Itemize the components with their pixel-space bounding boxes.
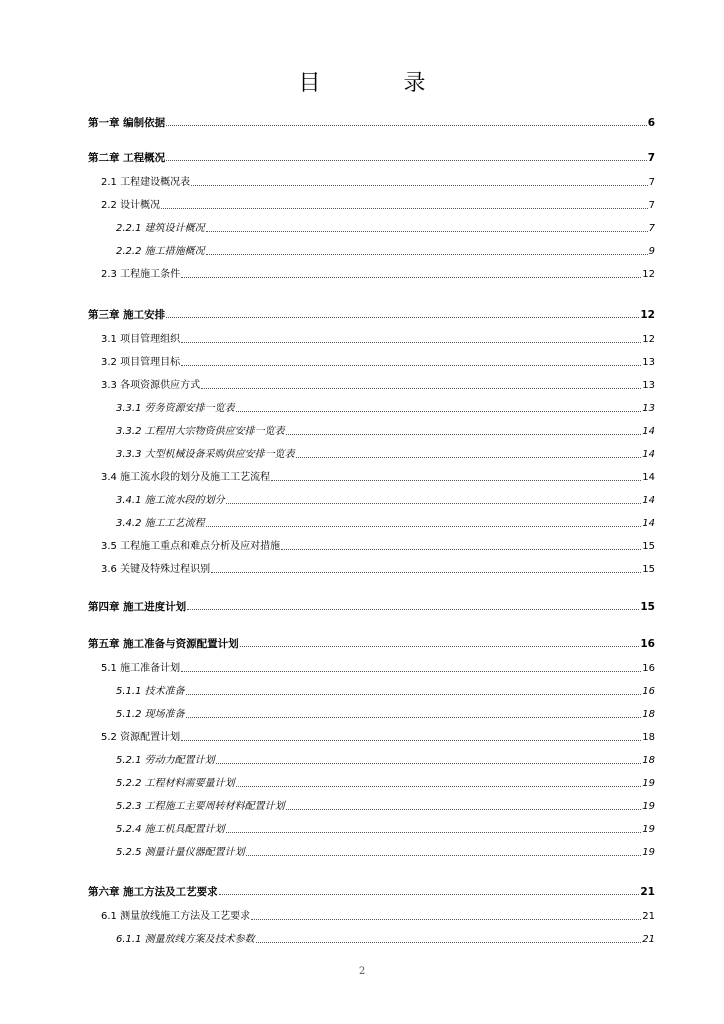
leader-dots: [236, 400, 642, 412]
leader-dots: [181, 729, 641, 741]
page-title: 目 录: [298, 71, 464, 96]
leader-dots: [181, 660, 641, 672]
toc-chapter-4[interactable]: [88, 598, 655, 616]
toc-page: 19: [642, 824, 655, 835]
toc-page: 13: [642, 403, 655, 414]
toc-section[interactable]: [101, 197, 655, 215]
toc-page: 15: [640, 601, 655, 613]
toc-label: 第六章 施工方法及工艺要求: [88, 886, 218, 898]
toc-page: 21: [640, 886, 655, 898]
toc-page: 18: [642, 755, 655, 766]
leader-dots: [246, 844, 642, 856]
leader-dots: [240, 635, 640, 647]
leader-dots: [286, 798, 642, 810]
toc-page: 15: [642, 541, 655, 552]
toc-label: 5.1 施工准备计划: [101, 663, 181, 674]
toc-page: 16: [642, 663, 655, 674]
leader-dots: [226, 492, 642, 504]
toc-page: 16: [640, 638, 655, 650]
leader-dots: [166, 149, 647, 161]
leader-dots: [206, 243, 648, 255]
toc-label: 3.4.1 施工流水段的划分: [116, 495, 225, 506]
leader-dots: [166, 114, 647, 126]
leader-dots: [226, 821, 642, 833]
toc-subsection[interactable]: [116, 220, 655, 238]
toc-page: 7: [648, 200, 655, 211]
toc-label: 3.3.2 工程用大宗物资供应安排一览表: [116, 426, 285, 437]
leader-dots: [216, 752, 642, 764]
toc-chapter-5[interactable]: [88, 635, 655, 653]
toc-label: 3.6 关键及特殊过程识别: [101, 564, 211, 575]
leader-dots: [161, 197, 648, 209]
toc-page: 14: [642, 472, 655, 483]
toc-page: 6: [647, 117, 655, 129]
leader-dots: [206, 515, 642, 527]
toc-label: 3.2 项目管理目标: [101, 357, 181, 368]
leader-dots: [206, 220, 648, 232]
page-number: 2: [358, 966, 366, 977]
toc-section[interactable]: [101, 266, 655, 284]
toc-subsection[interactable]: [116, 423, 655, 441]
toc-chapter-2[interactable]: [88, 149, 655, 167]
toc-page: 14: [642, 518, 655, 529]
toc-page: 15: [642, 564, 655, 575]
leader-dots: [181, 331, 641, 343]
toc-subsection[interactable]: [116, 492, 655, 510]
toc-label: 6.1.1 测量放线方案及技术参数: [116, 934, 255, 945]
toc-label: 3.4 施工流水段的划分及施工工艺流程: [101, 472, 271, 483]
toc-label: 第四章 施工进度计划: [88, 601, 187, 613]
toc-label: 2.2.2 施工措施概况: [116, 246, 205, 257]
leader-dots: [211, 561, 641, 573]
toc-subsection[interactable]: [116, 446, 655, 464]
toc-page: 12: [642, 269, 655, 280]
toc-page: 13: [642, 380, 655, 391]
toc-section[interactable]: [101, 561, 655, 579]
toc-section[interactable]: [101, 354, 655, 372]
leader-dots: [281, 538, 641, 550]
toc-page: 14: [642, 426, 655, 437]
toc-page: 13: [642, 357, 655, 368]
toc-section[interactable]: [101, 729, 655, 747]
leader-dots: [166, 306, 639, 318]
toc-page: 12: [642, 334, 655, 345]
toc-label: 3.1 项目管理组织: [101, 334, 181, 345]
toc-label: 5.1.1 技术准备: [116, 686, 185, 697]
toc-page: 19: [642, 801, 655, 812]
leader-dots: [236, 775, 642, 787]
toc-subsection[interactable]: [116, 400, 655, 418]
leader-dots: [187, 598, 639, 610]
toc-page: 14: [642, 495, 655, 506]
toc-subsection[interactable]: [116, 243, 655, 261]
leader-dots: [286, 423, 642, 435]
toc-label: 第二章 工程概况: [88, 152, 166, 164]
toc-chapter-6[interactable]: [88, 883, 655, 901]
leader-dots: [251, 908, 641, 920]
toc-page: 7: [647, 152, 655, 164]
toc-label: 5.1.2 现场准备: [116, 709, 185, 720]
toc-label: 5.2.4 施工机具配置计划: [116, 824, 225, 835]
leader-dots: [201, 377, 641, 389]
toc-label: 2.2.1 建筑设计概况: [116, 223, 205, 234]
toc-label: 5.2.3 工程施工主要周转材料配置计划: [116, 801, 285, 812]
toc-section[interactable]: [101, 908, 655, 926]
toc-section[interactable]: [101, 174, 655, 192]
toc-label: 2.3 工程施工条件: [101, 269, 181, 280]
leader-dots: [181, 266, 641, 278]
toc-label: 3.4.2 施工工艺流程: [116, 518, 205, 529]
toc-section[interactable]: [101, 469, 655, 487]
toc-chapter-3[interactable]: [88, 306, 655, 324]
leader-dots: [256, 931, 642, 943]
toc-section[interactable]: [101, 377, 655, 395]
leader-dots: [219, 883, 640, 895]
toc-label: 5.2 资源配置计划: [101, 732, 181, 743]
toc-page: 21: [642, 934, 655, 945]
toc-label: 第五章 施工准备与资源配置计划: [88, 638, 239, 650]
toc-page: 19: [642, 847, 655, 858]
toc-page: 7: [648, 177, 655, 188]
toc-label: 6.1 测量放线施工方法及工艺要求: [101, 911, 251, 922]
toc-page: 19: [642, 778, 655, 789]
toc-label: 3.3.1 劳务资源安排一览表: [116, 403, 235, 414]
toc-subsection[interactable]: [116, 706, 655, 724]
toc-page: 16: [642, 686, 655, 697]
toc-label: 第三章 施工安排: [88, 309, 166, 321]
toc-page: 21: [642, 911, 655, 922]
leader-dots: [186, 706, 642, 718]
leader-dots: [296, 446, 642, 458]
toc-label: 3.3 各项资源供应方式: [101, 380, 201, 391]
toc-subsection[interactable]: [116, 515, 655, 533]
toc-label: 5.2.1 劳动力配置计划: [116, 755, 215, 766]
toc-page: 12: [640, 309, 655, 321]
toc-label: 5.2.5 测量计量仪器配置计划: [116, 847, 245, 858]
toc-page: 9: [648, 246, 655, 257]
toc-subsection[interactable]: [116, 798, 655, 816]
toc-label: 3.5 工程施工重点和难点分析及应对措施: [101, 541, 281, 552]
toc-label: 3.3.3 大型机械设备采购供应安排一览表: [116, 449, 295, 460]
toc-subsection[interactable]: [116, 752, 655, 770]
toc-label: 2.1 工程建设概况表: [101, 177, 191, 188]
toc-label: 2.2 设计概况: [101, 200, 161, 211]
toc-label: 第一章 编制依据: [88, 117, 166, 129]
toc-section[interactable]: [101, 660, 655, 678]
toc-page: 14: [642, 449, 655, 460]
toc-page: 18: [642, 732, 655, 743]
toc-subsection[interactable]: [116, 844, 655, 862]
toc-section[interactable]: [101, 331, 655, 349]
toc-subsection[interactable]: [116, 683, 655, 701]
toc-label: 5.2.2 工程材料需要量计划: [116, 778, 235, 789]
toc-subsection[interactable]: [116, 775, 655, 793]
toc-subsection[interactable]: [116, 931, 655, 949]
toc-page: 18: [642, 709, 655, 720]
toc-page: 7: [648, 223, 655, 234]
leader-dots: [191, 174, 648, 186]
leader-dots: [181, 354, 641, 366]
toc-section[interactable]: [101, 538, 655, 556]
leader-dots: [271, 469, 641, 481]
toc-subsection[interactable]: [116, 821, 655, 839]
leader-dots: [186, 683, 642, 695]
toc-chapter-1[interactable]: [88, 114, 655, 132]
